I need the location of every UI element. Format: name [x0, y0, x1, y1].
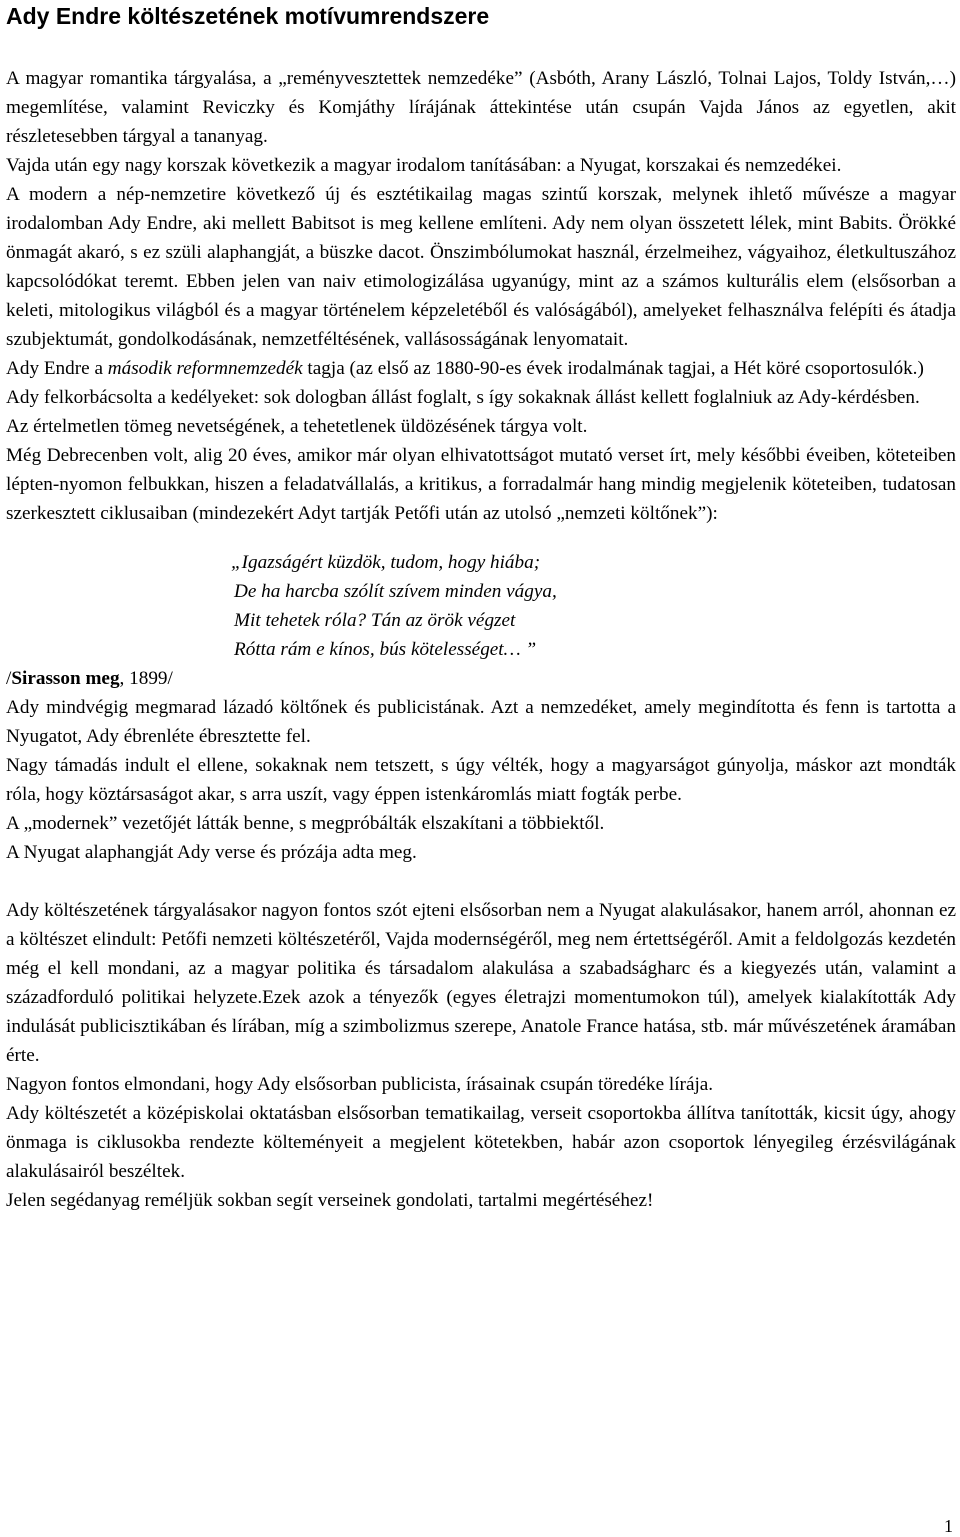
paragraph-debrecen: Még Debrecenben volt, alig 20 éves, amikor már olyan elhivatottságot mutató verset írt, mely későbbi éveiben, köteteiben lépten-nyomon felbukkan, hiszen a feladatvállalás, a kritikus, a forradalmár hang mindig megjelenik köteteiben, tudatosan szerkesztett ciklusaiban (mindezekért Adyt tartják Petőfi után az utolsó „nemzeti költőnek”):: [6, 445, 956, 524]
poem-line: Rótta rám e kínos, bús kötelességet… ”: [234, 639, 537, 660]
poem-source-prefix: /: [6, 668, 12, 689]
paragraph-nyugat: Vajda után egy nagy korszak következik a magyar irodalom tanításában: a Nyugat, korszakai és nemzedékei.: [6, 155, 842, 176]
paragraph-controversy: Ady felkorbácsolta a kedélyeket: sok dologban állást foglalt, s így sokaknak állást kellett foglalniuk az Ady-kérdésben.: [6, 387, 920, 408]
paragraph-mockery: Az értelmetlen tömeg nevetségének, a tehetetlenek üldözésének tárgya volt.: [6, 416, 588, 437]
poem-line: Mit tehetek róla? Tán az örök végzet: [234, 610, 516, 631]
poem-line: „Igazságért küzdök, tudom, hogy hiába;: [231, 552, 541, 573]
paragraph-intro: A magyar romantika tárgyalása, a „reményvesztettek nemzedéke” (Asbóth, Arany László, Tolnai Lajos, Toldy István,…) megemlítése, valamint Reviczky és Komjáthy lírájának áttekintése után csupán Vajda János az egyetlen, akit részletesebben tárgyal a tananyag.: [6, 68, 956, 147]
paragraph-reform-generation: [6, 354, 956, 383]
italic-term: második reformnemzedék: [107, 358, 303, 379]
document-body: [6, 64, 956, 1215]
poem-source-suffix: , 1899/: [119, 668, 173, 689]
paragraph-text: Ady Endre a: [6, 358, 108, 379]
paragraph-rebel: Ady mindvégig megmarad lázadó költőnek és publicistának. Azt a nemzedéket, amely megindította és fenn is tartotta a Nyugatot, Ady ébrenléte ébresztette fel.: [6, 697, 956, 747]
page-number: 1: [944, 1516, 953, 1536]
paragraph-modernists: A „modernek” vezetőjét látták benne, s megpróbálták elszakítani a többiektől.: [6, 813, 605, 834]
poem-quote: [231, 548, 956, 664]
paragraph-publicist: Nagyon fontos elmondani, hogy Ady elsősorban publicista, írásainak csupán töredéke lírája.: [6, 1074, 714, 1095]
paragraph-text: tagja (az első az 1880-90-es évek irodalmának tagjai, a Hét köré csoportosulók.): [302, 358, 924, 379]
poem-source: [6, 664, 956, 693]
paragraph-spacer: [6, 867, 956, 896]
paragraph-thematic: Ady költészetét a középiskolai oktatásban elsősorban tematikailag, verseit csoportokba állítva tanították, kicsit úgy, ahogy önmaga is ciklusokba rendezte költeményeit a megjelent kötetekben, habár azon csoportok lényegileg érzésvilágának alakulásairól beszéltek.: [6, 1103, 956, 1182]
paragraph-modern: A modern a nép-nemzetire következő új és esztétikailag magas szintű korszak, melynek ihlető művésze a magyar irodalomban Ady Endre, aki mellett Babitsot is meg kellene említeni. Ady nem olyan összetett lélek, mint Babits. Örökké önmagát akaró, s ez szüli alaphangját, a büszke dacot. Önszimbólumokat használ, érzelmeihez, vágyaihoz, életkultuszához kapcsolódókat teremt. Ebben jelen van naiv etimologizálása ugyanúgy, mint az a számos kulturális elem (elsősorban a keleti, mitologikus világból és a magyar történelem képzeletéből és valóságából), amelyeket felhasználva felépíti és átadja szubjektumát, gondolkodásának, nemzetféltésének, vallásosságának lenyomatait.: [6, 184, 956, 350]
paragraph-nyugat-tone: A Nyugat alaphangját Ady verse és prózája adta meg.: [6, 842, 417, 863]
paragraph-closing: Jelen segédanyag reméljük sokban segít verseinek gondolati, tartalmi megértéséhez!: [6, 1190, 654, 1211]
document-title: Ady Endre költészetének motívumrendszere: [6, 3, 490, 29]
paragraph-attacks: Nagy támadás indult el ellene, sokaknak nem tetszett, s úgy vélték, hogy a magyarságot gúnyolja, máskor azt mondták róla, hogy köztársaságot akar, s arra uszít, vagy éppen istenkáromlás miatt fogták perbe.: [6, 755, 956, 805]
poem-source-title: Sirasson meg: [11, 668, 120, 689]
paragraph-teaching: Ady költészetének tárgyalásakor nagyon fontos szót ejteni elsősorban nem a Nyugat alakulásakor, hanem arról, ahonnan ez a költészet elindult: Petőfi nemzeti költészetéről, Vajda modernségéről, meg nem értettségéről. Amit a feldolgozás kezdetén még el kell mondani, az a magyar politika és társadalom alakulása a szabadságharc és a kiegyezés után, valamint a századforduló politikai helyzete.Ezek azok a tényezők (egyes életrajzi momentumokon túl), amelyek kialakították Ady indulását publicisztikában és lírában, míg a szimbolizmus szerepe, Anatole France hatása, stb. már művészetének áramában érte.: [6, 900, 956, 1066]
poem-line: De ha harcba szólít szívem minden vágya,: [234, 581, 557, 602]
